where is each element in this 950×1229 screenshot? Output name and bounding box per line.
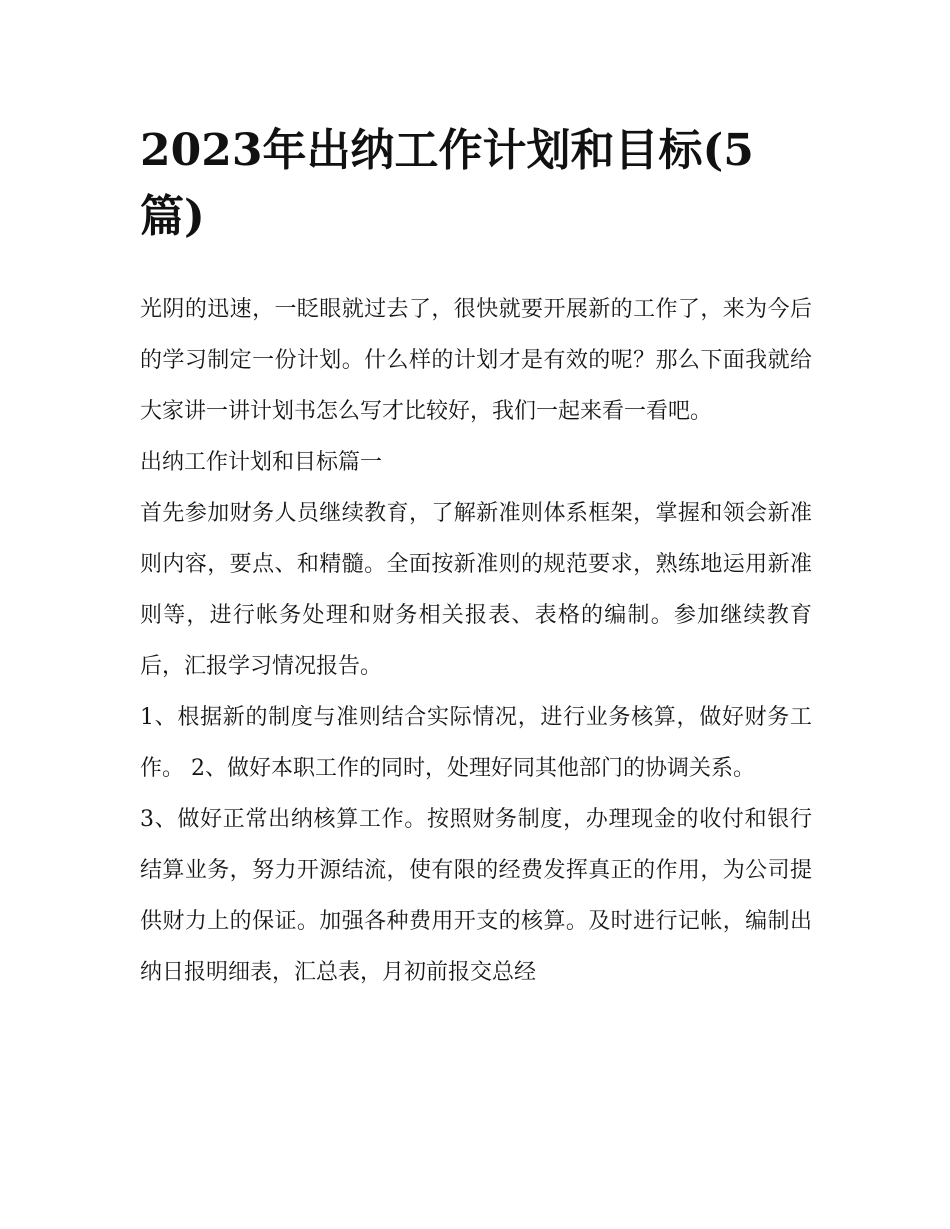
body-paragraph: 1、根据新的制度与准则结合实际情况，进行业务核算，做好财务工作。 2、做好本职工作的同时，处理好同其他部门的协调关系。 bbox=[140, 705, 812, 781]
intro-paragraph: 光阴的迅速，一眨眼就过去了，很快就要开展新的工作了，来为今后的学习制定一份计划。什么样的计划才是有效的呢？那么下面我就给大家讲一讲计划书怎么写才比较好，我们一起来看一看吧。 bbox=[140, 297, 812, 424]
body-paragraph: 3、做好正常出纳核算工作。按照财务制度，办理现金的收付和银行结算业务，努力开源结流，使有限的经费发挥真正的作用，为公司提供财力上的保证。加强各种费用开支的核算。及时进行记帐，编制出纳日报明细表，汇总表，月初前报交总经 bbox=[140, 807, 812, 985]
document-title: 2023年出纳工作计划和目标(5篇) bbox=[140, 125, 754, 242]
document-content bbox=[140, 118, 812, 998]
body-paragraph: 首先参加财务人员继续教育，了解新准则体系框架，掌握和领会新准则内容，要点、和精髓。全面按新准则的规范要求，熟练地运用新准则等，进行帐务处理和财务相关报表、表格的编制。参加继续教育后，汇报学习情况报告。 bbox=[140, 501, 812, 679]
section-heading: 出纳工作计划和目标篇一 bbox=[140, 450, 383, 475]
